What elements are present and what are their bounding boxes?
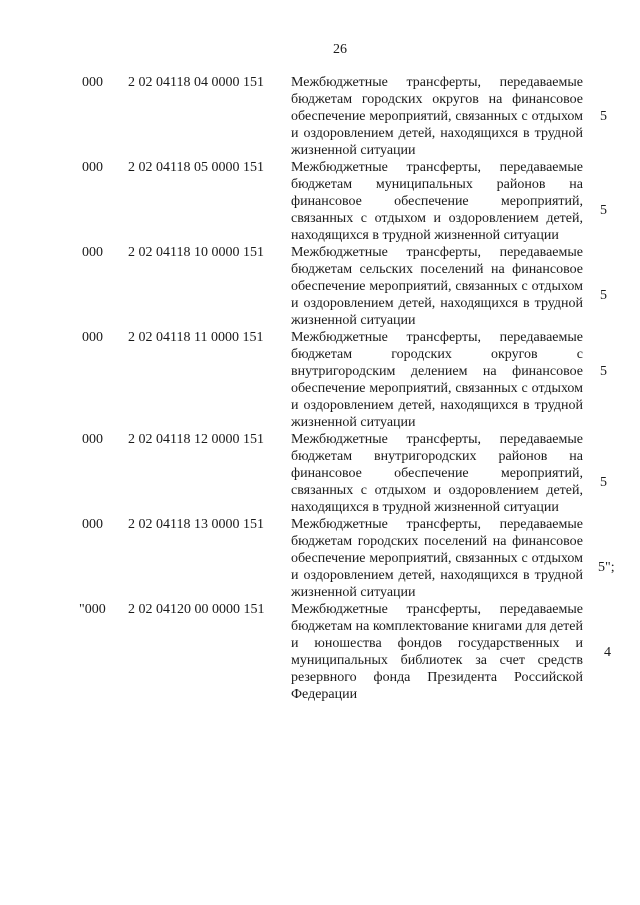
standard-value: 5	[600, 288, 607, 303]
budget-classification-code: 2 02 04118 10 0000 151	[128, 245, 264, 260]
revenue-description: Межбюджетные трансферты, передаваемые бюджетам муниципальных районов на финансовое обеспечение мероприятий, связанных с отдыхом и оздоровлением детей, находящихся в трудной жизненной ситуации	[291, 160, 583, 243]
budget-classification-code: 2 02 04118 04 0000 151	[128, 75, 264, 90]
revenue-description: Межбюджетные трансферты, передаваемые бюджетам городских округов на финансовое обеспечение мероприятий, связанных с отдыхом и оздоровлением детей, находящихся в трудной жизненной ситуации	[291, 75, 583, 158]
standard-value: 5	[600, 364, 607, 379]
table-row	[0, 244, 640, 329]
budget-classification-code: 2 02 04118 12 0000 151	[128, 432, 264, 447]
budget-classification-code: 2 02 04120 00 0000 151	[128, 602, 265, 617]
budget-classification-code: 2 02 04118 13 0000 151	[128, 517, 264, 532]
revenue-description: Межбюджетные трансферты, передаваемые бюджетам внутригородских районов на финансовое обеспечение мероприятий, связанных с отдыхом и оздоровлением детей, находящихся в трудной жизненной ситуации	[291, 432, 583, 515]
admin-code: "000	[79, 602, 106, 617]
standard-value: 5";	[598, 560, 615, 575]
revenue-description: Межбюджетные трансферты, передаваемые бюджетам городских поселений на финансовое обеспечение мероприятий, связанных с отдыхом и оздоровлением детей, находящихся в трудной жизненной ситуации	[291, 517, 583, 600]
standard-value: 5	[600, 109, 607, 124]
admin-code: 000	[82, 75, 103, 90]
budget-table	[0, 74, 640, 703]
page-number: 26	[333, 42, 347, 57]
standard-value: 5	[600, 475, 607, 490]
table-row	[0, 159, 640, 244]
budget-classification-code: 2 02 04118 11 0000 151	[128, 330, 264, 345]
admin-code: 000	[82, 245, 103, 260]
admin-code: 000	[82, 330, 103, 345]
revenue-description: Межбюджетные трансферты, передаваемые бюджетам сельских поселений на финансовое обеспечение мероприятий, связанных с отдыхом и оздоровлением детей, находящихся в трудной жизненной ситуации	[291, 245, 583, 328]
standard-value: 5	[600, 203, 607, 218]
table-row	[0, 74, 640, 159]
standard-value: 4	[604, 645, 611, 660]
budget-classification-code: 2 02 04118 05 0000 151	[128, 160, 264, 175]
revenue-description: Межбюджетные трансферты, передаваемые бюджетам на комплектование книгами для детей и юношества фондов государственных и муниципальных библиотек за счет средств резервного фонда Президента Российской Федерации	[291, 602, 583, 702]
table-row	[0, 516, 640, 601]
admin-code: 000	[82, 432, 103, 447]
admin-code: 000	[82, 160, 103, 175]
table-row	[0, 431, 640, 516]
admin-code: 000	[82, 517, 103, 532]
table-row	[0, 601, 640, 703]
revenue-description: Межбюджетные трансферты, передаваемые бюджетам городских округов с внутригородским делением на финансовое обеспечение мероприятий, связанных с отдыхом и оздоровлением детей, находящихся в трудной жизненной ситуации	[291, 330, 583, 430]
table-row	[0, 329, 640, 431]
